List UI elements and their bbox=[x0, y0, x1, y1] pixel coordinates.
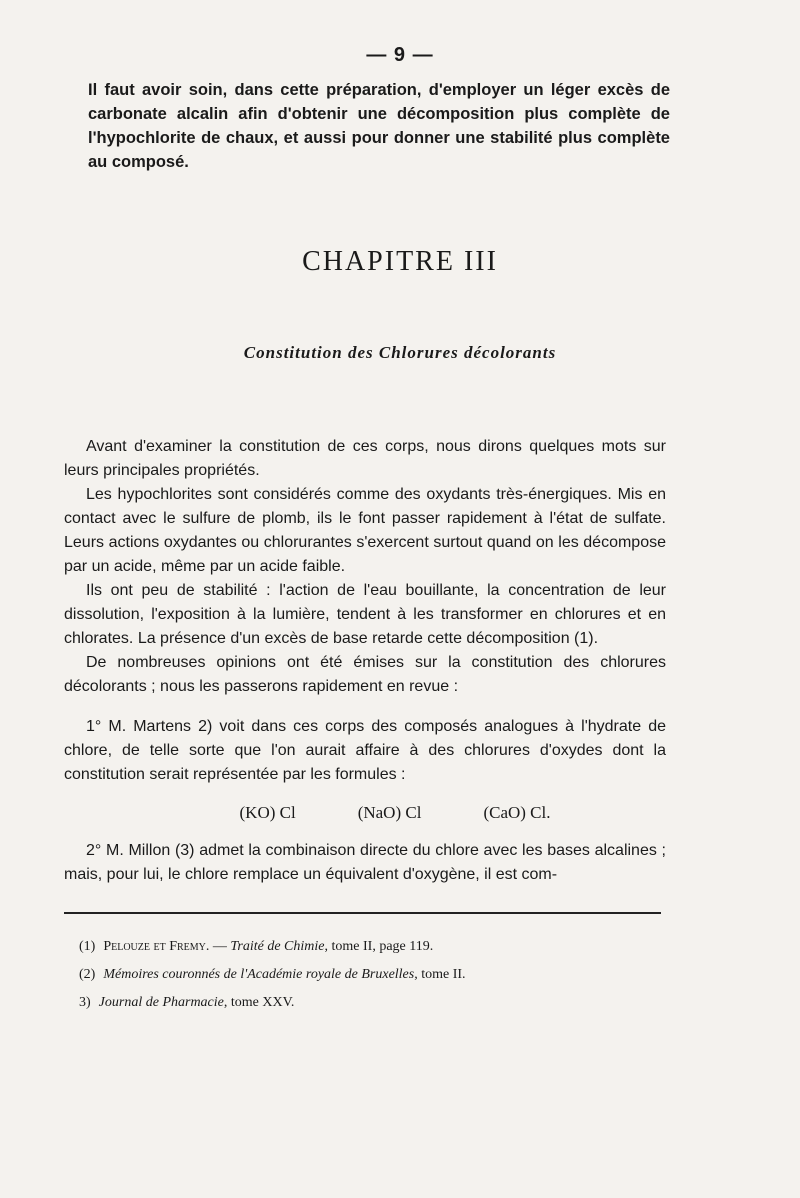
paragraph-opinions: De nombreuses opinions ont été émises sur la constitution des chlorures décolorants ; nous les passerons rapidement en revue : bbox=[64, 654, 666, 695]
footnote-2: (2) Mémoires couronnés de l'Académie royale de Bruxelles, tome II. bbox=[79, 967, 466, 982]
chapter-subtitle: Constitution des Chlorures décolorants bbox=[243, 343, 557, 362]
chapter-title: CHAPITRE III bbox=[302, 246, 498, 277]
footnote-1: (1) Pelouze et Fremy. — Traité de Chimie, tome II, page 119. bbox=[79, 939, 434, 954]
paragraph-oxidants: Les hypochlorites sont considérés comme des oxydants très-énergiques. Mis en contact avec le sulfure de plomb, ils le font passer rapidement à l'état de sulfate. Leurs actions oxydantes ou chlorurantes s'exercent surtout quand on les décompose par un acide, même par un acide faible. bbox=[64, 486, 666, 575]
paragraph-stability: Ils ont peu de stabilité : l'action de l'eau bouillante, la concentration de leur dissolution, l'exposition à la lumière, tendent à les transformer en chlorures et en chlorates. La présence d'un excès de base retarde cette décomposition (1). bbox=[64, 582, 666, 647]
footnote-divider bbox=[64, 912, 661, 914]
footnote-3: 3) Journal de Pharmacie, tome XXV. bbox=[79, 995, 295, 1010]
formula-line bbox=[124, 801, 666, 825]
page-number: — 9 — bbox=[366, 44, 434, 66]
footnotes bbox=[79, 933, 659, 1017]
body-text bbox=[64, 435, 666, 887]
paragraph-properties-intro: Avant d'examiner la constitution de ces corps, nous dirons quelques mots sur leurs principales propriétés. bbox=[64, 438, 666, 479]
paragraph-millon: 2° M. Millon (3) admet la combinaison directe du chlore avec les bases alcalines ; mais, pour lui, le chlore remplace un équivalent d'oxygène, il est com- bbox=[64, 842, 666, 883]
paragraph-martens: 1° M. Martens 2) voit dans ces corps des composés analogues à l'hydrate de chlore, de telle sorte que l'on aurait affaire à des chlorures d'oxydes dont la constitution serait représentée par les formules : bbox=[64, 718, 666, 783]
intro-paragraph: Il faut avoir soin, dans cette préparation, d'employer un léger excès de carbonate alcalin afin d'obtenir une décomposition plus complète de l'hypochlorite de chaux, et aussi pour donner une stabilité plus complète au composé. bbox=[88, 81, 670, 171]
formula-calcium: (CaO) Cl. bbox=[483, 803, 551, 822]
formula-potassium: (KO) Cl bbox=[239, 803, 296, 822]
formula-sodium: (NaO) Cl bbox=[357, 803, 422, 822]
